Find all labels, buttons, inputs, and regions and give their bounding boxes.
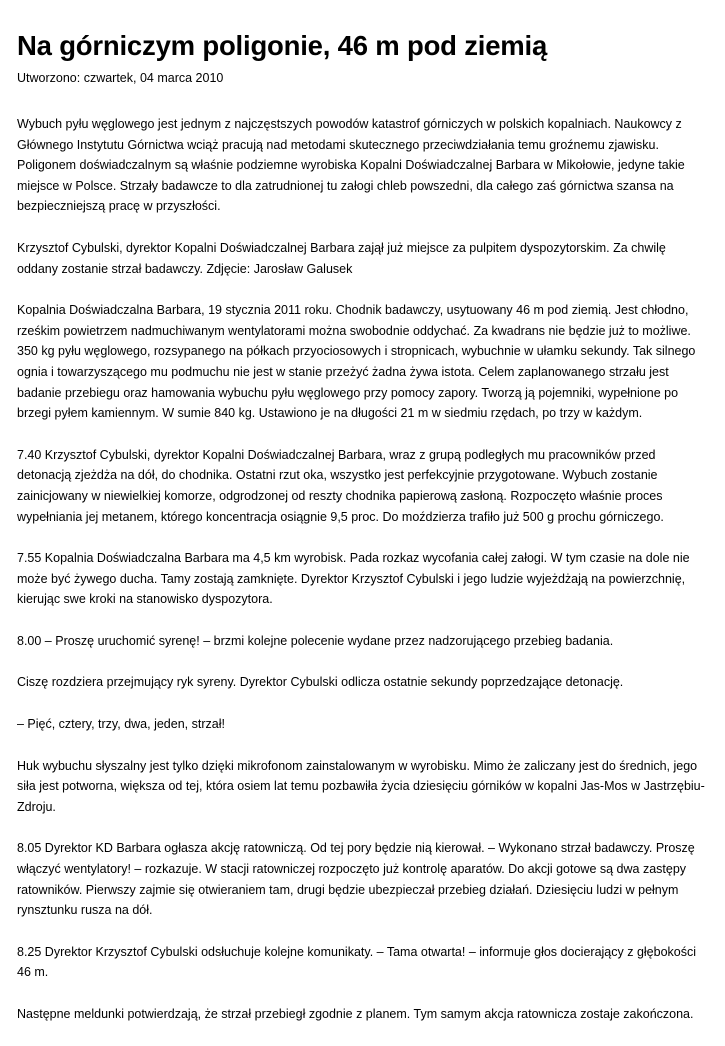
paragraph: 8.25 Dyrektor Krzysztof Cybulski odsłuchuje kolejne komunikaty. – Tama otwarta! – informuje głos docierający z głębokości 46 m. [17, 944, 697, 980]
article [17, 26, 709, 1046]
paragraph: Huk wybuchu słyszalny jest tylko dzięki mikrofonom zainstalowanym w wyrobisku. Mimo że zaliczany jest do średnich, jego siła jest potworna, większa od tej, która osiem lat temu pozbawiła życia dziesięciu górników w kopalni Jas-Mos w Jastrzębiu-Zdroju. [17, 758, 705, 814]
paragraph: Następne meldunki potwierdzają, że strzał przebiegł zgodnie z planem. Tym samym akcja ratownicza zostaje zakończona. [17, 1007, 694, 1021]
paragraph: 8.00 – Proszę uruchomić syrenę! – brzmi kolejne polecenie wydane przez nadzorującego przebieg badania. [17, 633, 614, 648]
paragraph: 7.55 Kopalnia Doświadczalna Barbara ma 4,5 km wyrobisk. Pada rozkaz wycofania całej załogi. W tym czasie na dole nie może być żywego ducha. Tamy zostają zamknięte. Dyrektor Krzysztof Cybulski i jego ludzie wyjeżdżają na powierzchnię, kierując swe kroki na stanowisko dyspozytora. [17, 551, 690, 607]
photo-caption: Krzysztof Cybulski, dyrektor Kopalni Doświadczalnej Barbara zajął już miejsce za pulpitem dyspozytorskim. Za chwilę oddany zostanie strzał badawczy. Zdjęcie: Jarosław Galusek [17, 240, 666, 276]
paragraph: 8.05 Dyrektor KD Barbara ogłasza akcję ratowniczą. Od tej pory będzie nią kierował. – Wykonano strzał badawczy. Proszę włączyć wentylatory! – rozkazuje. W stacji ratowniczej rozpoczęto już kontrolę aparatów. Do akcji gotowe są dwa zastępy ratowników. Pierwszy zajmie się otwieraniem tam, drugi będzie ubezpieczał przebieg działań. Dziesięciu ludzi w pełnym rynsztunku rusza na dół. [17, 841, 695, 918]
paragraph: Ciszę rozdziera przejmujący ryk syreny. Dyrektor Cybulski odlicza ostatnie sekundy poprzedzające detonację. [17, 675, 624, 690]
paragraph: – Pięć, cztery, trzy, dwa, jeden, strzał! [17, 717, 225, 732]
paragraph-intro: Wybuch pyłu węglowego jest jednym z najczęstszych powodów katastrof górniczych w polskich kopalniach. Naukowcy z Głównego Instytutu Górnictwa wciąż pracują nad metodami skutecznego przeciwdziałania temu groźnemu zjawisku. Poligonem doświadczalnym są właśnie podziemne wyrobiska Kopalni Doświadczalnej Barbara w Mikołowie, jedyne takie miejsce w Polsce. Strzały badawcze to dla zatrudnionej tu załogi chleb powszedni, dla całego zaś górnictwa szansa na bezpieczniejszą pracę w przyszłości. [17, 117, 685, 214]
paragraph: 7.40 Krzysztof Cybulski, dyrektor Kopalni Doświadczalnej Barbara, wraz z grupą podległych mu pracowników przed detonacją zjeżdża na dół, do chodnika. Ostatni rzut oka, wszystko jest perfekcyjnie przygotowane. Wybuch zostanie zainicjowany w niewielkiej komorze, odgrodzonej od reszty chodnika papierową zasłoną. Rozpoczęto właśnie proces wypełniania jej metanem, którego koncentracja osiągnie 9,5 proc. Do moździerza trafiło już 500 g prochu górniczego. [17, 447, 664, 524]
created-date: Utworzono: czwartek, 04 marca 2010 [17, 71, 224, 85]
paragraph: Kopalnia Doświadczalna Barbara, 19 stycznia 2011 roku. Chodnik badawczy, usytuowany 46 m pod ziemią. Jest chłodno, rześkim powietrzem nadmuchiwanym wentylatorami można swobodnie oddychać. Za kwadrans nie będzie już to możliwe. 350 kg pyłu węglowego, rozsypanego na półkach przyociosowych i stropnicach, wybuchnie w ułamku sekundy. Tak silnego ognia i towarzyszącego mu podmuchu nie jest w stanie przeżyć żadna żywa istota. Celem zaplanowanego strzału jest badanie przebiegu oraz hamowania wybuchu pyłu węglowego przy pomocy zapory. Tworzą ją pojemniki, wypełnione po brzegi pyłem kamiennym. W sumie 840 kg. Ustawiono je na długości 21 m w siedmiu rzędach, po trzy w każdym. [17, 303, 696, 421]
article-body [17, 114, 709, 1025]
article-title: Na górniczym poligonie, 46 m pod ziemią [17, 30, 548, 61]
